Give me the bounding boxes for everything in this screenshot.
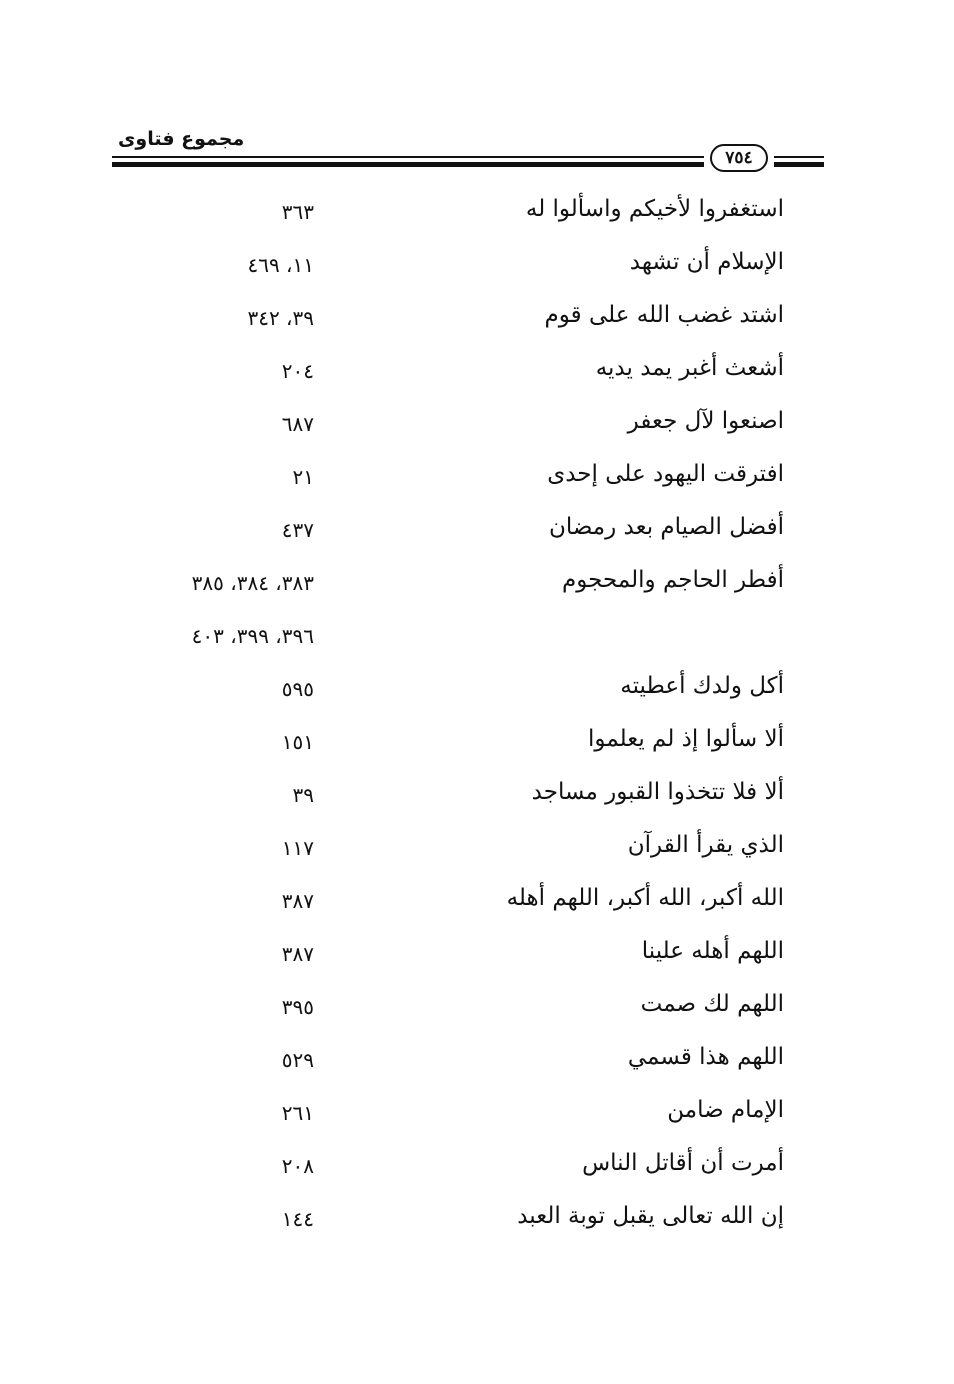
hadith-phrase: الذي يقرأ القرآن xyxy=(627,832,784,858)
index-row xyxy=(0,508,954,561)
page-references: ٦٨٧ xyxy=(281,412,314,436)
page-references: ١٥١ xyxy=(281,730,314,754)
hadith-phrase: اللهم أهله علينا xyxy=(641,938,784,964)
page-references: ٢٠٨ xyxy=(281,1154,314,1178)
page-references: ٣٦٣ xyxy=(281,200,314,224)
page-header xyxy=(112,122,824,178)
page-references: ١١، ٤٦٩ xyxy=(247,253,314,277)
page-number: ٧٥٤ xyxy=(710,144,768,172)
page-references: ٣٩٥ xyxy=(281,995,314,1019)
hadith-phrase: استغفروا لأخيكم واسألوا له xyxy=(525,196,784,222)
page-references: ٢٦١ xyxy=(281,1101,314,1125)
index-row xyxy=(0,190,954,243)
header-rule-thin xyxy=(112,156,704,158)
page-references: ٣٨٧ xyxy=(281,889,314,913)
index-row xyxy=(0,455,954,508)
index-row xyxy=(0,1038,954,1091)
index-row xyxy=(0,773,954,826)
index-row xyxy=(0,402,954,455)
index-row xyxy=(0,932,954,985)
hadith-phrase: أفطر الحاجم والمحجوم xyxy=(562,567,784,593)
page-references: ١٤٤ xyxy=(281,1207,314,1231)
hadith-phrase: اللهم لك صمت xyxy=(640,991,784,1017)
hadith-phrase: أفضل الصيام بعد رمضان xyxy=(548,514,784,540)
hadith-phrase: أشعث أغبر يمد يديه xyxy=(595,355,784,381)
index-row xyxy=(0,1091,954,1144)
page-references: ٤٣٧ xyxy=(281,518,314,542)
hadith-phrase: الله أكبر، الله أكبر، اللهم أهله xyxy=(506,885,784,911)
page-references: ٣٩٦، ٣٩٩، ٤٠٣ xyxy=(191,624,314,648)
hadith-phrase: الإسلام أن تشهد xyxy=(629,249,784,275)
hadith-phrase: اشتد غضب الله على قوم xyxy=(544,302,784,328)
index-row xyxy=(0,296,954,349)
hadith-phrase: افترقت اليهود على إحدى xyxy=(547,461,784,487)
index-row xyxy=(0,667,954,720)
header-rule-right-thin xyxy=(774,156,824,158)
index-row xyxy=(0,561,954,614)
page-references: ١١٧ xyxy=(281,836,314,860)
page-references: ٣٨٧ xyxy=(281,942,314,966)
page-references: ٥٩٥ xyxy=(281,677,314,701)
hadith-phrase: اللهم هذا قسمي xyxy=(627,1044,784,1070)
hadith-phrase: الإمام ضامن xyxy=(667,1097,784,1123)
index-row xyxy=(0,879,954,932)
hadith-phrase: اصنعوا لآل جعفر xyxy=(627,408,784,434)
book-title: مجموع فتاوى xyxy=(118,128,245,150)
page-references: ٣٨٣، ٣٨٤، ٣٨٥ xyxy=(191,571,314,595)
index-row xyxy=(0,243,954,296)
hadith-phrase: إن الله تعالى يقبل توبة العبد xyxy=(517,1203,784,1229)
header-rule-thick xyxy=(112,162,704,167)
page-references: ٣٩ xyxy=(292,783,314,807)
page-references: ٣٩، ٣٤٢ xyxy=(247,306,314,330)
hadith-phrase: أكل ولدك أعطيته xyxy=(620,673,784,699)
index-row xyxy=(0,826,954,879)
index-row xyxy=(0,1144,954,1197)
page-references: ٥٢٩ xyxy=(281,1048,314,1072)
hadith-phrase: ألا فلا تتخذوا القبور مساجد xyxy=(531,779,784,805)
index-row xyxy=(0,720,954,773)
hadith-phrase: أمرت أن أقاتل الناس xyxy=(582,1150,784,1176)
hadith-phrase: ألا سألوا إذ لم يعلموا xyxy=(588,726,784,752)
index-row-continuation xyxy=(0,614,954,667)
header-rule-right-thick xyxy=(774,162,824,167)
page-references: ٢١ xyxy=(292,465,314,489)
index-row xyxy=(0,1197,954,1250)
index-row xyxy=(0,349,954,402)
index-row xyxy=(0,985,954,1038)
index-entries xyxy=(0,190,954,1250)
page-references: ٢٠٤ xyxy=(281,359,314,383)
